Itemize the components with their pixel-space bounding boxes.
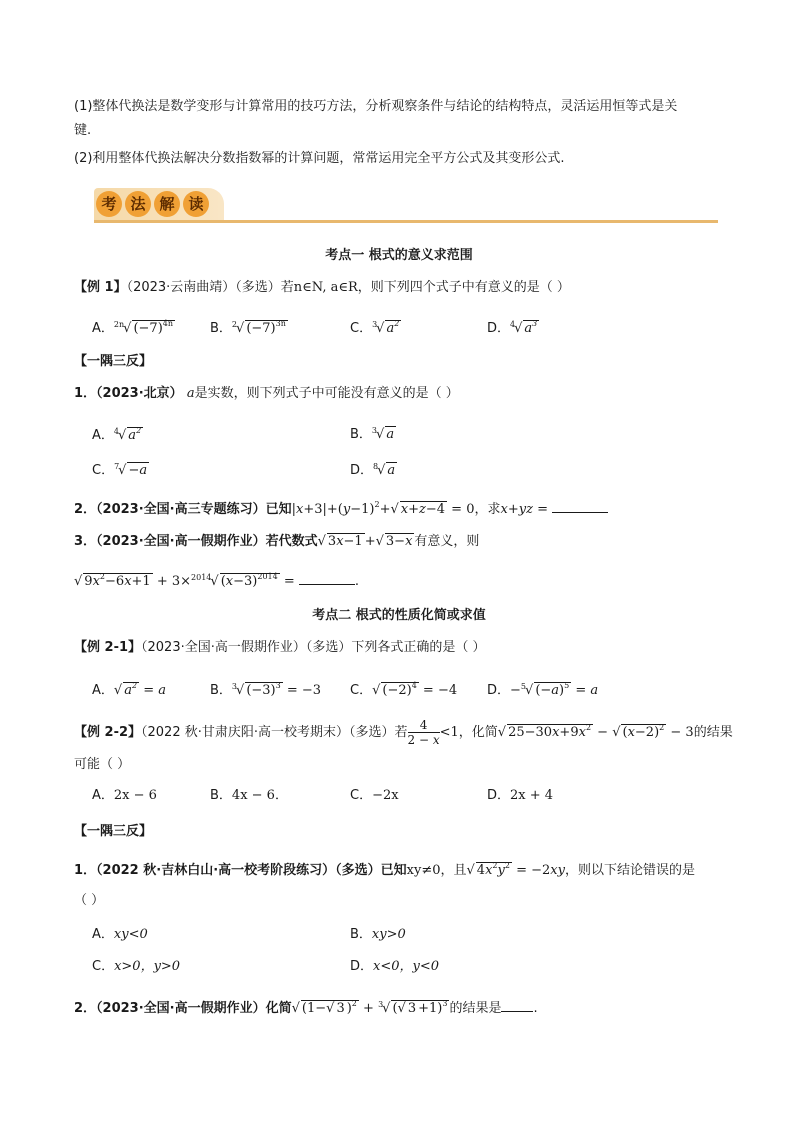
q21-option-b: B．xy>0: [350, 927, 406, 942]
example-label: 【例 1】: [74, 280, 127, 295]
question-2: 2．（2023·全国·高三专题练习）已知$|x+3|+(y-1)^2+√$ x+z−4 = 0，求x+yz =: [74, 495, 608, 520]
section-1-title: 考点一 根式的意义求范围: [325, 248, 473, 263]
example-text: ，则下列四个式子中有意义的是（ ）: [357, 280, 570, 295]
ex22-option-b: B．4x − 6．: [210, 788, 288, 803]
option-d: D．$^4$√ $a^3$: [487, 319, 538, 336]
question-2-1-cont: （ ）: [74, 893, 105, 908]
fraction: $\frac{4}{2 - x}$: [407, 718, 440, 747]
ex21-option-b: B．$^3$√ $(-3)^3 = -3$: [210, 681, 322, 698]
intro-paragraph-2: (2)利用整体代换法解决分数指数幂的计算问题，常常运用完全平方公式及其变形公式.: [74, 151, 565, 166]
answer-blank[interactable]: [299, 572, 355, 585]
section-2-title: 考点二 根式的性质化简或求值: [312, 608, 486, 623]
banner-char: 解: [154, 191, 180, 217]
practice-1-title: 【一隅三反】: [74, 354, 153, 369]
ex21-option-a: A．√ $a^2 = a$: [92, 681, 166, 698]
q1-option-b: B．$^3$√ a: [350, 426, 395, 442]
q21-option-d: D．x<0，y<0: [350, 959, 440, 974]
intro-paragraph-1: (1)整体代换法是数学变形与计算常用的技巧方法，分析观察条件与结论的结构特点，灵活运用恒等式是关: [74, 99, 678, 114]
practice-2-title: 【一隅三反】: [74, 824, 153, 839]
ex22-option-d: D．2x + 4: [487, 788, 554, 803]
q1-option-d: D．$^8$√ a: [350, 462, 396, 478]
page: [74, 0, 733, 1123]
option-c: C．$^3$√ $a^2$: [350, 319, 400, 336]
question-3: 3．（2023·全国·高一假期作业）若代数式√ 3x−1 +√ 3−x 有意义，则: [74, 534, 480, 549]
intro-paragraph-1-cont: 键.: [74, 123, 92, 138]
ex21-option-c: C．√ $(-2)^4 = -4$: [350, 681, 458, 698]
answer-blank[interactable]: [552, 500, 608, 513]
option-b: B．$^2$√ $(-7)^{3n}$: [210, 319, 286, 336]
condition: n∈N, a∈R: [293, 280, 358, 295]
question-3-expression: √ $9x^2-6x+1 + 3\times^{2014}√$ $(x-3)^{2014}$ = .: [74, 572, 360, 589]
example-2-1: 【例 2-1】（2023·全国·高一假期作业）（多选）下列各式正确的是（ ）: [74, 640, 486, 655]
q1-option-c: C．$^7$√ −a: [92, 462, 148, 478]
example-2-2: 【例 2-2】（2022 秋·甘肃庆阳·高一校考期末）（多选）若 $\frac{4}{2 - x}$ <1，化简√ $25-30x+9x^2$ − √ $(x-2)^2 - 3$的结果: [74, 718, 733, 747]
ex22-option-c: C．−2x: [350, 788, 399, 803]
answer-blank[interactable]: [501, 999, 533, 1012]
ex22-option-a: A．2x − 6: [92, 788, 157, 803]
banner-underline: [94, 220, 718, 223]
q21-option-c: C．x>0，y>0: [92, 959, 181, 974]
q1-option-a: A．$^4$√ $a^2$: [92, 426, 142, 443]
ex21-option-d: D．−$^5$√ $(-a)^5 = a$: [487, 681, 599, 698]
example-2-2-cont: 可能（ ）: [74, 757, 131, 772]
option-a: A．$^{2n}$√ $(-7)^{4n}$: [92, 319, 174, 336]
question-2-1: 1．（2022 秋·吉林白山·高一校考阶段练习）（多选）已知xy≠0，且√ $4x^2y^2 = -2xy$，则以下结论错误的是: [74, 861, 695, 878]
banner-title: [96, 191, 209, 217]
banner-char: 考: [96, 191, 122, 217]
example-1: [74, 278, 570, 298]
banner-char: 读: [183, 191, 209, 217]
q21-option-a: A．xy<0: [92, 927, 148, 942]
section-banner: [94, 188, 724, 224]
question-1: 1．（2023·北京） a是实数，则下列式子中可能没有意义的是（ ）: [74, 386, 459, 401]
question-2-2: 2．（2023·全国·高一假期作业）化简√ (1−√ 3 )$^2$ + $^3$√ (√ 3 +1)$^3$ 的结果是 .: [74, 999, 538, 1016]
banner-char: 法: [125, 191, 151, 217]
example-source: （2023·云南曲靖）（多选）若: [126, 280, 294, 295]
